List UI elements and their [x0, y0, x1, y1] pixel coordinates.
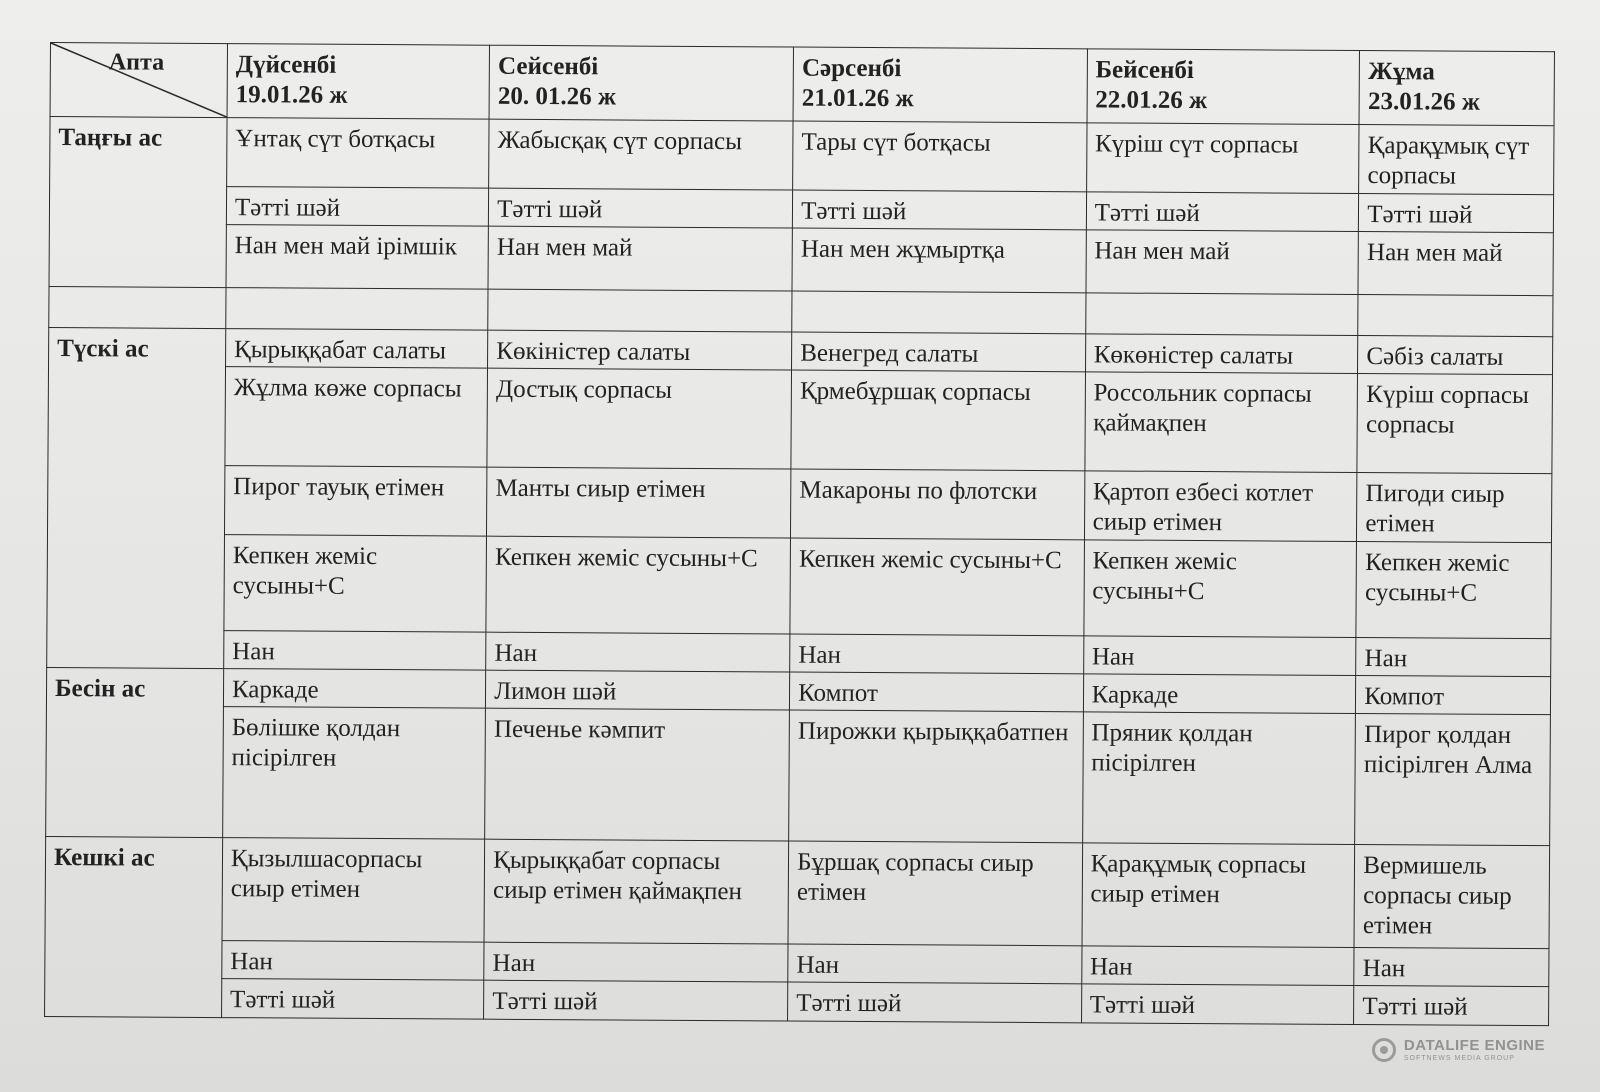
menu-cell: Қарақұмық сүт сорпасы — [1359, 124, 1554, 194]
empty-cell — [1085, 293, 1358, 336]
menu-cell: Манты сиыр етімен — [487, 467, 791, 538]
menu-cell: Қартоп езбесі котлет сиыр етімен — [1084, 471, 1357, 541]
menu-cell: Қызылшасорпасы сиыр етімен — [222, 838, 485, 942]
menu-cell: Қрмебұршақ сорпасы — [791, 370, 1085, 470]
day-name: Дүйсенбі — [235, 51, 337, 79]
empty-cell — [226, 288, 489, 331]
meal-label-dinner: Кешкі ас — [45, 837, 223, 1018]
day-date: 20. 01.26 ж — [497, 82, 617, 111]
day-name: Сәрсенбі — [801, 54, 902, 83]
day-date: 23.01.26 ж — [1367, 88, 1480, 116]
menu-cell: Жабысқақ сүт сорпасы — [489, 119, 793, 190]
watermark-title: DATALIFE ENGINE — [1403, 1037, 1545, 1054]
menu-cell: Пряник қолдан пісірілген — [1082, 712, 1355, 845]
day-header-friday — [1359, 51, 1554, 126]
menu-cell: Бұршақ сорпасы сиыр етімен — [788, 841, 1082, 945]
weekly-menu-table — [44, 42, 1555, 1026]
menu-cell: Бөлішке қолдан пісірілген — [223, 706, 486, 839]
day-date: 19.01.26 ж — [235, 81, 348, 109]
menu-cell: Нан — [1081, 946, 1354, 986]
menu-cell: Кепкен жеміс сусыны+С — [1084, 539, 1357, 637]
day-header-wednesday — [793, 47, 1087, 123]
menu-cell: Тәтті шәй — [489, 188, 793, 228]
menu-cell: Тәтті шәй — [1086, 191, 1359, 231]
menu-cell: Тәтті шәй — [1081, 984, 1354, 1025]
menu-cell: Нан — [790, 634, 1084, 674]
menu-cell: Ұнтақ сүт ботқасы — [227, 117, 490, 187]
empty-cell — [792, 291, 1086, 334]
menu-cell: Сәбіз салаты — [1358, 336, 1553, 375]
menu-cell: Қырыққабат сорпасы сиыр етімен қаймақпен — [484, 839, 789, 943]
watermark-subtitle: SOFTNEWS MEDIA GROUP — [1403, 1055, 1515, 1062]
menu-cell: Нан мен май ірімшік — [226, 224, 489, 289]
menu-cell: Нан мен жұмыртқа — [792, 228, 1086, 293]
menu-cell: Тәтті шәй — [1359, 193, 1554, 232]
menu-cell: Лимон шәй — [486, 670, 790, 710]
menu-cell: Тәтті шәй — [226, 186, 489, 226]
day-date: 22.01.26 ж — [1095, 86, 1208, 115]
corner-cell — [50, 43, 227, 118]
menu-cell: Кепкен жеміс сусыны+С — [224, 534, 487, 632]
day-header-monday — [227, 44, 490, 119]
datalife-logo-icon — [1372, 1038, 1396, 1062]
meal-label-breakfast: Таңғы ас — [49, 116, 227, 287]
dinner-row-1 — [45, 837, 1550, 949]
lunch-row-4 — [47, 533, 1552, 639]
menu-cell: Нан мен май — [488, 226, 792, 291]
menu-cell: Компот — [1356, 675, 1551, 714]
menu-cell: Тәтті шәй — [484, 980, 788, 1021]
week-label: Апта — [108, 49, 165, 76]
meal-label-snack: Бесін ас — [46, 667, 224, 837]
menu-cell: Тәтті шәй — [1354, 985, 1549, 1025]
lunch-row-2 — [48, 366, 1553, 474]
menu-cell: Пирог тауық етімен — [224, 465, 487, 535]
watermark — [1372, 1038, 1545, 1062]
menu-cell: Каркаде — [223, 669, 486, 709]
menu-cell: Нан — [1356, 637, 1551, 676]
header-row — [50, 43, 1554, 126]
menu-cell: Нан — [788, 944, 1082, 984]
day-date: 21.01.26 ж — [801, 84, 914, 113]
menu-cell: Күріш сорпасы сорпасы — [1357, 374, 1552, 474]
menu-cell: Тәтті шәй — [221, 978, 484, 1019]
day-name: Бейсенбі — [1095, 56, 1194, 84]
menu-cell: Қырыққабат салаты — [225, 329, 488, 369]
menu-cell: Жұлма көже сорпасы — [225, 367, 488, 467]
menu-cell: Қарақұмық сорпасы сиыр етімен — [1082, 843, 1355, 947]
menu-cell: Тары сүт ботқасы — [793, 121, 1087, 192]
menu-cell: Венегред салаты — [792, 332, 1086, 372]
menu-cell: Достық сорпасы — [487, 368, 792, 468]
day-name: Жұма — [1368, 58, 1435, 86]
meal-label-lunch: Түскі ас — [47, 328, 226, 669]
menu-cell: Компот — [790, 672, 1084, 712]
menu-cell: Тәтті шәй — [788, 982, 1082, 1023]
menu-cell: Нан — [484, 942, 788, 982]
menu-cell: Кепкен жеміс сусыны+С — [790, 538, 1084, 636]
menu-cell: Пирожки қырыққабатпен — [789, 710, 1083, 843]
menu-sheet — [44, 42, 1555, 1026]
menu-cell: Пирог қолдан пісірілген Алма — [1355, 713, 1550, 846]
menu-cell: Тәтті шәй — [793, 190, 1087, 230]
menu-cell: Макароны по флотски — [791, 469, 1085, 540]
menu-cell: Кепкен жеміс сусыны+С — [1356, 541, 1551, 639]
lunch-row-3 — [48, 464, 1552, 542]
day-name: Сейсенбі — [497, 52, 599, 81]
menu-cell: Нан — [222, 940, 485, 980]
empty-cell — [49, 287, 226, 329]
day-header-tuesday — [489, 45, 793, 121]
menu-cell: Нан — [1354, 947, 1549, 986]
menu-cell: Пигоди сиыр етімен — [1357, 472, 1552, 542]
menu-cell: Кепкен жеміс сусыны+С — [486, 536, 791, 634]
snack-row-2 — [46, 705, 1551, 846]
menu-cell: Нан — [224, 631, 487, 671]
menu-cell: Нан мен май — [1086, 229, 1359, 294]
menu-cell: Россольник сорпасы қаймақпен — [1085, 372, 1358, 472]
menu-cell: Көкіністер салаты — [488, 330, 792, 370]
empty-cell — [488, 289, 792, 332]
empty-cell — [1358, 295, 1553, 337]
menu-cell: Каркаде — [1083, 674, 1356, 714]
menu-cell: Печенье кәмпит — [485, 708, 790, 841]
menu-cell: Нан — [486, 632, 790, 672]
menu-cell: Вермишель сорпасы сиыр етімен — [1354, 845, 1549, 949]
menu-cell: Көкөністер салаты — [1085, 334, 1358, 374]
menu-cell: Күріш сүт сорпасы — [1086, 123, 1359, 193]
menu-cell: Нан мен май — [1358, 231, 1553, 296]
menu-cell: Нан — [1083, 636, 1356, 676]
breakfast-row-1 — [50, 116, 1554, 194]
breakfast-row-3 — [49, 223, 1553, 296]
day-header-thursday — [1087, 49, 1360, 125]
watermark-text — [1404, 1038, 1545, 1062]
